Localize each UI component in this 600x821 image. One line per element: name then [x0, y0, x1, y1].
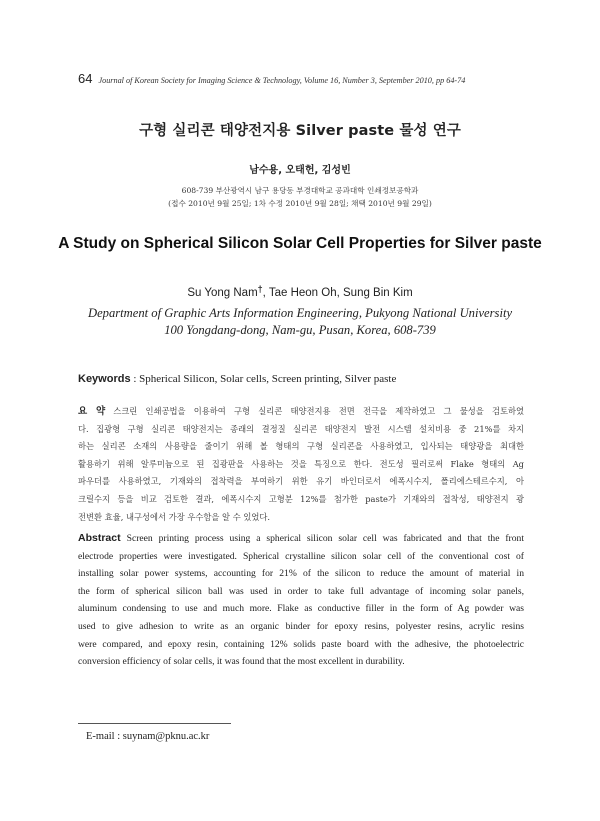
journal-citation: Journal of Korean Society for Imaging Science & Technology, Volume 16, Number 3, September 2010, pp 64-74 — [98, 76, 466, 85]
korean-authors: 남수용, 오태헌, 김성빈 — [249, 165, 351, 176]
english-abstract-label: Abstract — [78, 532, 121, 544]
korean-abstract — [78, 403, 524, 526]
page-number: 64 — [78, 71, 93, 86]
english-abstract-line: used to give adhesion to write as an organic binder for epoxy resins, polyester resins, acrylic resins — [78, 620, 524, 632]
affiliation-department: Department of Graphic Arts Information Engineering, Pukyong National University — [87, 306, 513, 320]
footnote-divider — [78, 723, 231, 724]
korean-title: 구형 실리콘 태양전지용 Silver paste 물성 연구 — [139, 123, 461, 139]
english-abstract-line: aluminum condensing to use and much more. Flake as conductive filler in the form of Ag powder was — [78, 603, 524, 615]
korean-abstract-line: 크릴수지 등을 비교 검토한 결과, 에폭시수지 고형분 12%를 첨가한 paste가 기재와의 접착성, 태양전지 광 — [78, 493, 524, 504]
korean-address-line: 608-739 부산광역시 남구 용당동 부경대학교 공과대학 인쇄정보공학과 — [181, 186, 419, 195]
affiliation-address: 100 Yongdang-dong, Nam-gu, Pusan, Korea, 608-739 — [164, 323, 436, 337]
english-authors — [0, 284, 600, 299]
corresponding-author: Su Yong Nam — [187, 287, 258, 299]
running-header — [78, 71, 465, 86]
korean-abstract-label: 요 약 — [78, 406, 106, 417]
english-abstract-line: the form of spherical silicon ball was used in order to take full advantage of incoming solar panels, — [78, 585, 524, 597]
english-abstract-line: were compared, and epoxy resin, containing 12% solids paste board with the adhesive, the photoelectric — [78, 638, 524, 650]
korean-abstract-line: 요 약 스크린 인쇄공법을 이용하여 구형 실리콘 태양전지용 전면 전극을 제작하였고 그 물성을 검토하였 — [78, 406, 524, 417]
korean-abstract-line: 다. 집광형 구형 실리콘 태양전지는 종래의 결정질 실리콘 태양전지 발전 시스템 설치비용 중 21%를 차지 — [78, 423, 524, 434]
english-affiliation — [0, 305, 600, 339]
keywords — [78, 373, 396, 385]
keywords-separator: : — [130, 373, 140, 385]
footnote-email: E-mail : suynam@pknu.ac.kr — [86, 731, 210, 742]
english-abstract-line: conversion efficiency of solar cells, it was found that the most excellent in durability. — [78, 656, 405, 668]
english-abstract-line: electrode properties were investigated. Spherical crystalline silicon solar cell of the conventional cost of — [78, 550, 524, 562]
korean-address — [0, 184, 600, 210]
keywords-text: Spherical Silicon, Solar cells, Screen printing, Silver paste — [139, 373, 397, 385]
keywords-label: Keywords — [78, 373, 131, 385]
english-abstract — [78, 530, 524, 671]
english-abstract-line: installing solar power systems, accounting for 21% of the silicon to reduce the amount of material in — [78, 568, 524, 580]
korean-abstract-line: 하는 실리콘 소재의 사용량을 줄이기 위해 볼 형태의 구형 실리콘을 사용하였고, 입사되는 태양광을 최대한 — [78, 441, 524, 452]
korean-abstract-line: 파우더를 사용하였고, 기재와의 접착력을 부여하기 위한 유기 바인더로서 에폭시수지, 폴리에스테르수지, 아 — [78, 476, 524, 487]
received-dates: (접수 2010년 9월 25일; 1차 수정 2010년 9월 28일; 채택 2010년 9월 29일) — [168, 199, 432, 208]
korean-abstract-line: 활용하기 위해 알루미늄으로 된 집광판을 사용하는 것을 특징으로 한다. 전도성 필러로써 Flake 형태의 Ag — [78, 458, 524, 469]
coauthors: , Tae Heon Oh, Sung Bin Kim — [262, 287, 413, 299]
korean-abstract-line: 전변환 효율, 내구성에서 가장 우수함을 알 수 있었다. — [78, 511, 271, 522]
english-abstract-line: Abstract Screen printing process using a spherical silicon solar cell was fabricated and that the front — [78, 532, 524, 544]
english-title: A Study on Spherical Silicon Solar Cell Properties for Silver paste — [58, 235, 542, 252]
corresponding-author-mark: † — [257, 284, 263, 294]
